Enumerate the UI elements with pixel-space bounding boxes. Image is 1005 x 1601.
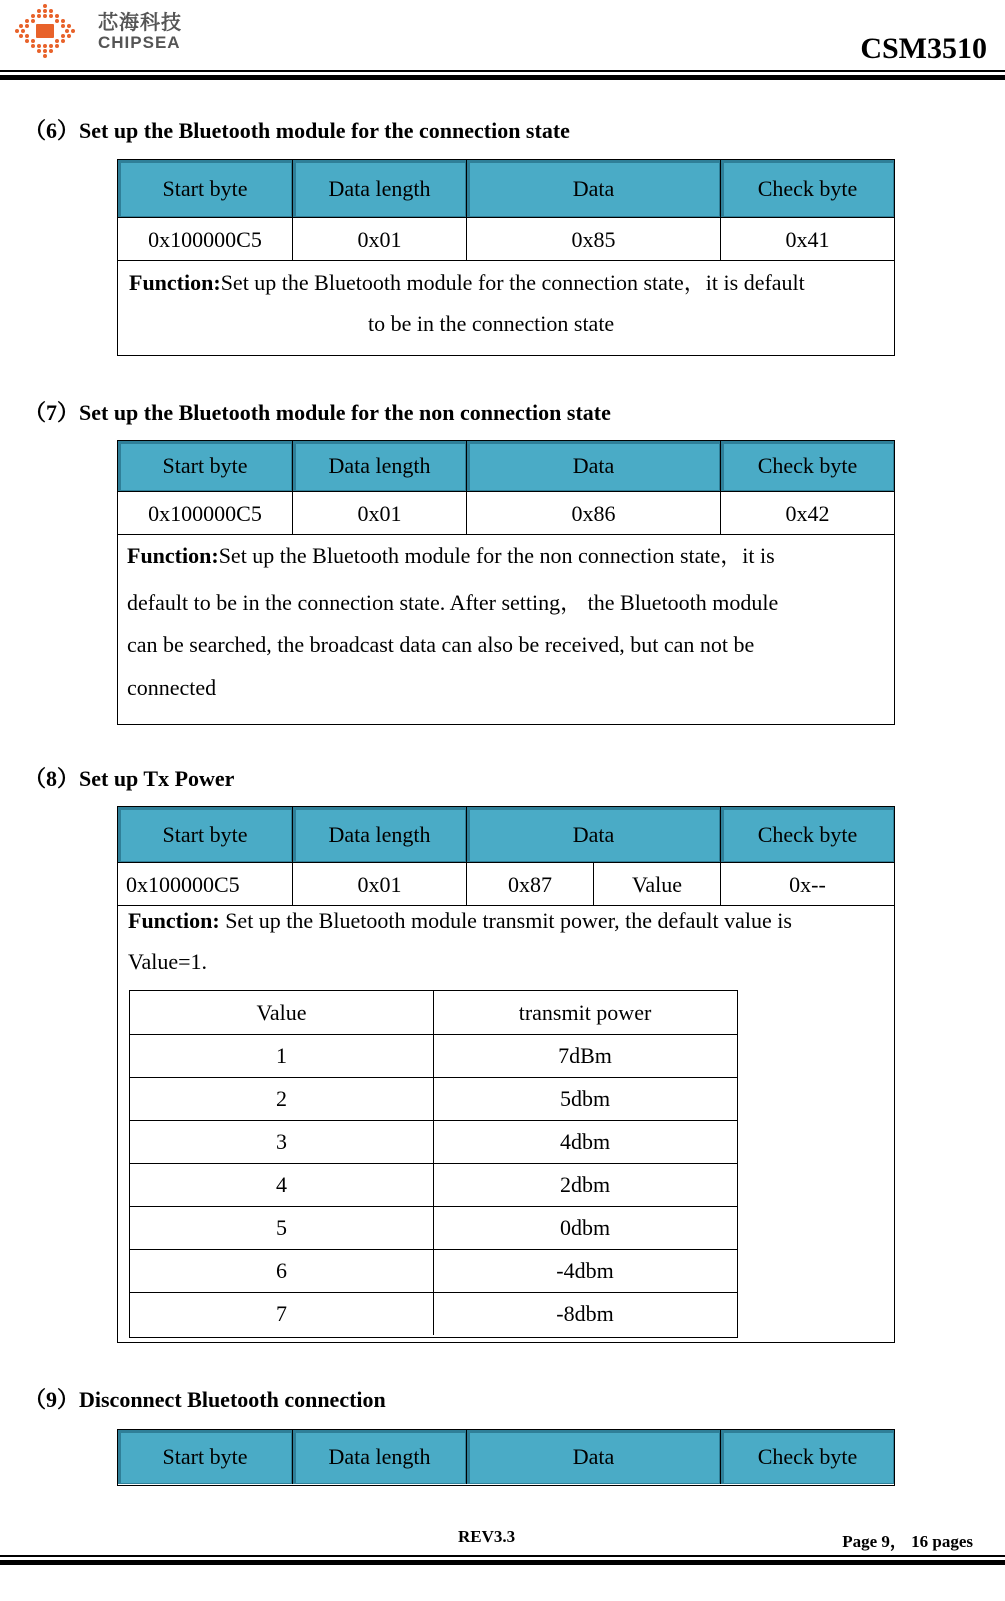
header-start-byte: Start byte <box>118 1430 292 1484</box>
check-byte-value: 0x41 <box>720 218 894 261</box>
transmit-power-table <box>129 990 738 1338</box>
table-row <box>118 217 894 261</box>
data-value: 0x86 <box>466 492 720 535</box>
header-check-byte: Check byte <box>720 441 894 491</box>
function-label: Function: <box>127 543 219 568</box>
command-table-8 <box>117 806 895 1343</box>
function-label: Function: <box>129 270 221 295</box>
company-logo <box>14 2 214 62</box>
table-row <box>130 1163 737 1206</box>
footer-rule-thin <box>0 1555 1005 1557</box>
power-level: 0dbm <box>433 1207 736 1249</box>
header-rule-thick <box>0 75 1005 80</box>
section-7-heading: （7）Set up the Bluetooth module for the non connection state <box>24 400 611 425</box>
data-value: 0x87 <box>466 863 593 906</box>
power-value: 4 <box>276 1172 287 1197</box>
data-value: 0x85 <box>466 218 720 261</box>
power-value: 3 <box>276 1129 287 1154</box>
command-table-9 <box>117 1429 895 1486</box>
function-line: to be in the connection state <box>368 311 615 336</box>
table-header-row <box>118 441 894 491</box>
check-byte-value: 0x-- <box>720 863 894 906</box>
page-number: Page 9， 16 pages <box>842 1532 973 1551</box>
start-byte-value: 0x100000C5 <box>148 226 262 252</box>
table-row <box>118 491 894 535</box>
function-label: Function: <box>128 908 220 933</box>
table-row <box>130 1120 737 1163</box>
power-value: 2 <box>276 1086 287 1111</box>
section-6-heading: （6）Set up the Bluetooth module for the connection state <box>24 118 570 143</box>
data-length-value: 0x01 <box>292 863 466 906</box>
function-description <box>118 260 894 355</box>
start-byte-value: 0x100000C5 <box>148 500 262 526</box>
company-name-en: CHIPSEA <box>98 33 181 52</box>
table-row <box>130 1292 737 1335</box>
power-value: 5 <box>276 1215 287 1240</box>
power-level: 4dbm <box>433 1121 736 1163</box>
document-id: CSM3510 <box>860 32 987 65</box>
power-level: 7dBm <box>433 1035 736 1077</box>
header-data-length: Data length <box>292 160 466 217</box>
power-level: -4dbm <box>433 1250 736 1292</box>
function-description <box>118 534 894 724</box>
header-data: Data <box>466 807 720 862</box>
start-byte-value: 0x100000C5 <box>126 871 240 897</box>
power-header-value: Value <box>256 999 307 1025</box>
footer-rule-thick <box>0 1560 1005 1565</box>
function-line: Value=1. <box>128 949 207 974</box>
power-table-header <box>130 991 737 1034</box>
header-check-byte: Check byte <box>720 160 894 217</box>
table-header-row <box>118 1430 894 1484</box>
function-line: Function:Set up the Bluetooth module for the non connection state，it is <box>127 543 775 568</box>
function-line: Function:Set up the Bluetooth module for the connection state，it is default <box>129 270 805 295</box>
function-line: Function: Set up the Bluetooth module transmit power, the default value is <box>128 908 792 933</box>
power-header-power: transmit power <box>433 991 736 1034</box>
header-start-byte: Start byte <box>118 160 292 217</box>
table-row <box>130 1077 737 1120</box>
power-value: 1 <box>276 1043 287 1068</box>
header-start-byte: Start byte <box>118 441 292 491</box>
header-data: Data <box>466 1430 720 1484</box>
header-check-byte: Check byte <box>720 807 894 862</box>
function-line: can be searched, the broadcast data can also be received, but can not be <box>127 632 755 657</box>
table-header-row <box>118 807 894 862</box>
header-data-length: Data length <box>292 441 466 491</box>
table-row <box>130 1034 737 1077</box>
chipsea-logo-icon <box>14 2 76 60</box>
header-data: Data <box>466 441 720 491</box>
table-row <box>130 1249 737 1292</box>
header-check-byte: Check byte <box>720 1430 894 1484</box>
power-value: 7 <box>276 1301 287 1326</box>
section-8-heading: （8）Set up Tx Power <box>24 766 235 791</box>
table-row <box>130 1206 737 1249</box>
function-description <box>118 905 894 1342</box>
data-length-value: 0x01 <box>292 492 466 535</box>
revision-label: REV3.3 <box>458 1527 516 1546</box>
table-header-row <box>118 160 894 217</box>
power-level: -8dbm <box>433 1293 736 1335</box>
header-data-length: Data length <box>292 807 466 862</box>
header-start-byte: Start byte <box>118 807 292 862</box>
power-level: 5dbm <box>433 1078 736 1120</box>
company-name-cn: 芯海科技 <box>98 10 182 34</box>
power-value: 6 <box>276 1258 287 1283</box>
section-9-heading: （9）Disconnect Bluetooth connection <box>24 1387 386 1412</box>
header-data-length: Data length <box>292 1430 466 1484</box>
data-param-value: Value <box>593 863 720 906</box>
data-length-value: 0x01 <box>292 218 466 261</box>
check-byte-value: 0x42 <box>720 492 894 535</box>
power-level: 2dbm <box>433 1164 736 1206</box>
function-line: default to be in the connection state. After setting， the Bluetooth module <box>127 590 779 615</box>
function-line: connected <box>127 675 217 700</box>
table-row <box>118 862 894 906</box>
command-table-6 <box>117 159 895 356</box>
command-table-7 <box>117 440 895 725</box>
header-rule-thin <box>0 70 1005 72</box>
header-data: Data <box>466 160 720 217</box>
